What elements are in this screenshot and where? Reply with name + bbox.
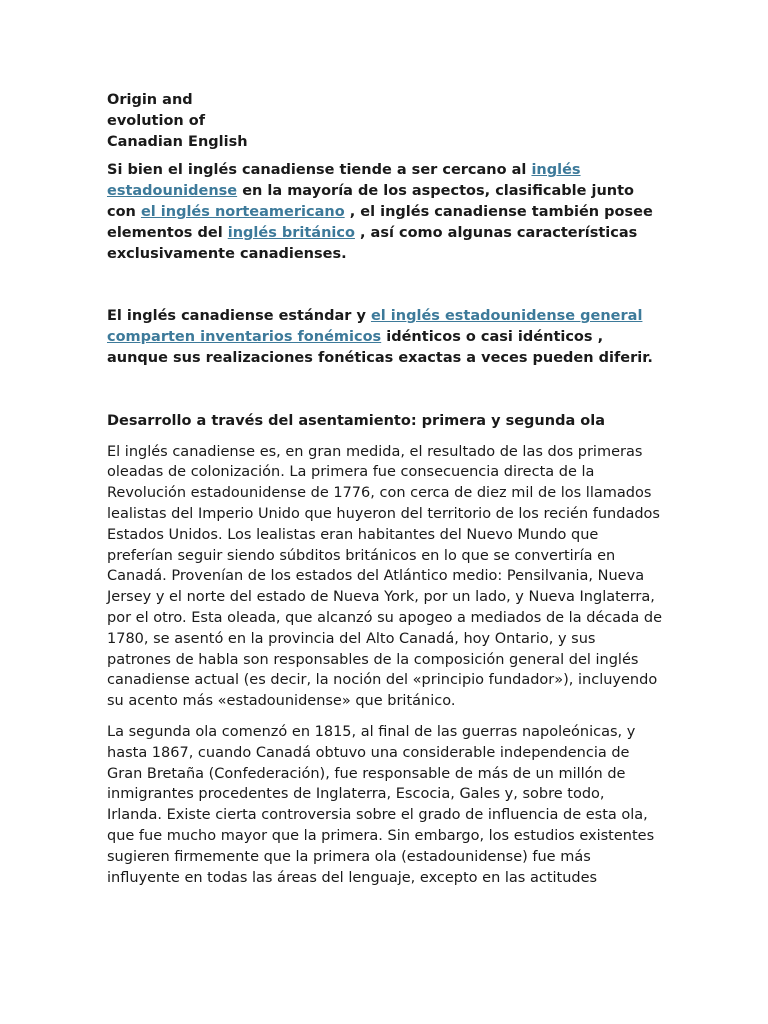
title-line-1: Origin and (107, 92, 193, 108)
intro-text-4: , así como algunas características exclusivamente canadienses. (107, 224, 638, 262)
document-page (107, 90, 662, 898)
intro-text-3: , el inglés canadiense también posee elementos del (107, 203, 653, 241)
body-paragraph-1: El inglés canadiense es, en gran medida, el resultado de las dos primeras oleadas de colonización. La primera fue consecuencia directa de la Revolución estadounidense de 1776, con cerca de diez mil de los llamados lealistas del Imperio Unido que huyeron del territorio de los recién fundados Estados Unidos. Los lealistas eran habitantes del Nuevo Mundo que preferían seguir siendo súbditos británicos en lo que se convertiría en Canadá. Provenían de los estados del Atlántico medio: Pensilvania, Nueva Jersey y el norte del estado de Nueva York, por un lado, y Nueva Inglaterra, por el otro. Esta oleada, que alcanzó su apogeo a mediados de la década de 1780, se asentó en la provincia del Alto Canadá, hoy Ontario, y sus patrones de habla son responsables de la composición general del inglés canadiense actual (es decir, la noción del «principio fundador»), incluyendo su acento más «estadounidense» que británico. (107, 443, 663, 710)
intro-paragraph (107, 160, 662, 264)
link-ingles-britanico[interactable]: inglés británico (227, 224, 355, 241)
intro-text-1: Si bien el inglés canadiense tiende a ser cercano al (107, 162, 532, 179)
link-ingles-estadounidense-general[interactable]: el inglés estadounidense general comparten inventarios fonémicos (107, 308, 643, 346)
phonemic-text-2: idénticos o casi idénticos , aunque sus realizaciones fonéticas exactas a veces pueden diferir. (107, 329, 653, 366)
phonemic-text-1: El inglés canadiense estándar y (107, 308, 371, 325)
document-title (107, 90, 662, 152)
intro-text-2: en la mayoría de los aspectos, clasificable junto con (107, 183, 635, 220)
body-paragraph-2: La segunda ola comenzó en 1815, al final de las guerras napoleónicas, y hasta 1867, cuando Canadá obtuvo una considerable independencia de Gran Bretaña (Confederación), fue responsable de más de un millón de inmigrantes procedentes de Inglaterra, Escocia, Gales y, sobre todo, Irlanda. Existe cierta controversia sobre el grado de influencia de esta ola, que fue mucho mayor que la primera. Sin embargo, los estudios existentes sugieren firmemente que la primera ola (estadounidense) fue más influyente en todas las áreas del lenguaje, excepto en las actitudes (107, 723, 655, 886)
link-ingles-estadounidense[interactable]: inglés estadounidense (107, 162, 581, 200)
link-ingles-norteamericano[interactable]: el inglés norteamericano (140, 203, 345, 220)
phonemic-paragraph (107, 306, 662, 368)
title-line-2: evolution of (107, 112, 206, 129)
title-line-3: Canadian English (107, 133, 248, 150)
section-heading: Desarrollo a través del asentamiento: primera y segunda ola (107, 412, 606, 429)
